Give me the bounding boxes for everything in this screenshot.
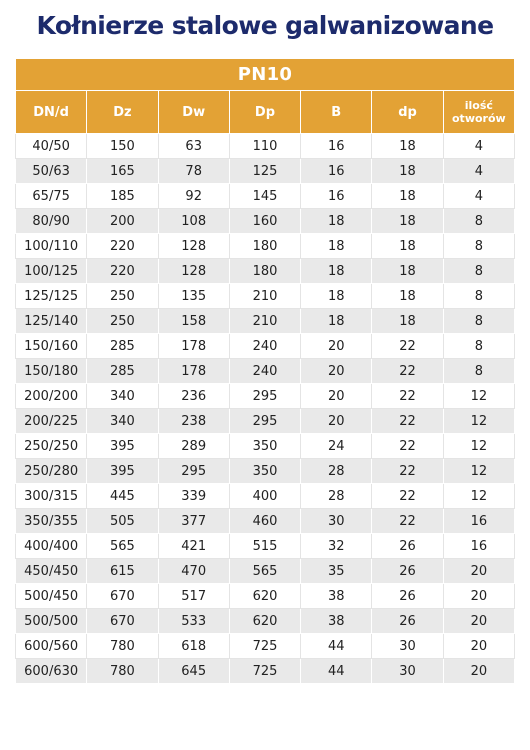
cell-holes: 8 (443, 234, 514, 259)
cell-holes: 20 (443, 634, 514, 659)
cell-dn: 250/280 (16, 459, 87, 484)
cell-dp-hole: 18 (372, 234, 443, 259)
table-row (16, 284, 515, 309)
cell-dn: 250/250 (16, 434, 87, 459)
cell-holes: 12 (443, 384, 514, 409)
cell-b: 44 (301, 634, 372, 659)
cell-dw: 135 (158, 284, 229, 309)
cell-dp-hole: 22 (372, 334, 443, 359)
cell-dz: 780 (87, 659, 158, 684)
cell-dp: 515 (229, 534, 300, 559)
cell-dp-hole: 18 (372, 259, 443, 284)
cell-dw: 63 (158, 134, 229, 159)
cell-dp-hole: 22 (372, 484, 443, 509)
cell-dz: 220 (87, 234, 158, 259)
cell-dw: 128 (158, 234, 229, 259)
cell-dp-hole: 30 (372, 659, 443, 684)
cell-dn: 100/110 (16, 234, 87, 259)
cell-dz: 285 (87, 359, 158, 384)
table-row (16, 234, 515, 259)
cell-dp: 180 (229, 259, 300, 284)
cell-dn: 65/75 (16, 184, 87, 209)
cell-holes: 12 (443, 434, 514, 459)
cell-holes: 20 (443, 659, 514, 684)
table-row (16, 409, 515, 434)
cell-dw: 339 (158, 484, 229, 509)
cell-dw: 178 (158, 359, 229, 384)
cell-dp: 210 (229, 309, 300, 334)
cell-b: 16 (301, 159, 372, 184)
table-row (16, 334, 515, 359)
cell-dp: 210 (229, 284, 300, 309)
column-header-b: B (301, 91, 372, 134)
cell-dz: 200 (87, 209, 158, 234)
cell-dw: 158 (158, 309, 229, 334)
cell-dp: 725 (229, 659, 300, 684)
cell-dp: 620 (229, 609, 300, 634)
cell-dp: 565 (229, 559, 300, 584)
cell-dw: 517 (158, 584, 229, 609)
table-body (16, 134, 515, 684)
cell-dw: 377 (158, 509, 229, 534)
cell-dn: 50/63 (16, 159, 87, 184)
table-row (16, 134, 515, 159)
cell-dn: 350/355 (16, 509, 87, 534)
cell-dp: 460 (229, 509, 300, 534)
table-row (16, 509, 515, 534)
cell-b: 18 (301, 259, 372, 284)
cell-dz: 340 (87, 384, 158, 409)
cell-dn: 40/50 (16, 134, 87, 159)
cell-b: 20 (301, 384, 372, 409)
cell-holes: 20 (443, 559, 514, 584)
cell-b: 20 (301, 409, 372, 434)
cell-dz: 340 (87, 409, 158, 434)
pressure-class-row (16, 59, 515, 91)
cell-b: 18 (301, 309, 372, 334)
table-row (16, 584, 515, 609)
cell-dz: 285 (87, 334, 158, 359)
table-row (16, 259, 515, 284)
table-row (16, 384, 515, 409)
column-header-holes (443, 91, 514, 134)
pressure-class-header: PN10 (16, 59, 515, 91)
cell-b: 16 (301, 184, 372, 209)
column-header-dn: DN/d (16, 91, 87, 134)
cell-dp-hole: 22 (372, 459, 443, 484)
column-header-dp-hole: dp (372, 91, 443, 134)
cell-holes: 20 (443, 584, 514, 609)
cell-b: 30 (301, 509, 372, 534)
cell-dp: 145 (229, 184, 300, 209)
cell-dz: 615 (87, 559, 158, 584)
cell-dp-hole: 30 (372, 634, 443, 659)
column-header-dp: Dp (229, 91, 300, 134)
cell-dp: 125 (229, 159, 300, 184)
cell-dz: 250 (87, 309, 158, 334)
cell-dz: 670 (87, 609, 158, 634)
cell-dp-hole: 18 (372, 309, 443, 334)
cell-dp: 180 (229, 234, 300, 259)
cell-dw: 128 (158, 259, 229, 284)
cell-dp: 160 (229, 209, 300, 234)
table-row (16, 459, 515, 484)
cell-dz: 505 (87, 509, 158, 534)
cell-dp-hole: 26 (372, 584, 443, 609)
cell-b: 28 (301, 459, 372, 484)
cell-dn: 450/450 (16, 559, 87, 584)
cell-dn: 100/125 (16, 259, 87, 284)
cell-dw: 236 (158, 384, 229, 409)
cell-dw: 108 (158, 209, 229, 234)
cell-dn: 600/560 (16, 634, 87, 659)
table-row (16, 184, 515, 209)
cell-dz: 445 (87, 484, 158, 509)
cell-dw: 78 (158, 159, 229, 184)
cell-dw: 238 (158, 409, 229, 434)
cell-dw: 618 (158, 634, 229, 659)
table-row (16, 209, 515, 234)
cell-dn: 200/200 (16, 384, 87, 409)
table-row (16, 659, 515, 684)
column-header-row (16, 91, 515, 134)
cell-dp-hole: 22 (372, 509, 443, 534)
cell-b: 16 (301, 134, 372, 159)
cell-dn: 125/125 (16, 284, 87, 309)
cell-b: 20 (301, 334, 372, 359)
cell-holes: 16 (443, 534, 514, 559)
cell-holes: 8 (443, 209, 514, 234)
cell-dz: 395 (87, 459, 158, 484)
cell-holes: 8 (443, 309, 514, 334)
cell-dp: 620 (229, 584, 300, 609)
cell-dp-hole: 22 (372, 384, 443, 409)
cell-dp-hole: 26 (372, 534, 443, 559)
cell-holes: 4 (443, 184, 514, 209)
cell-dz: 165 (87, 159, 158, 184)
cell-holes: 20 (443, 609, 514, 634)
cell-dn: 150/180 (16, 359, 87, 384)
cell-dn: 300/315 (16, 484, 87, 509)
cell-dz: 395 (87, 434, 158, 459)
cell-dp: 240 (229, 359, 300, 384)
table-row (16, 484, 515, 509)
cell-dp-hole: 18 (372, 209, 443, 234)
column-header-dz: Dz (87, 91, 158, 134)
cell-dp-hole: 26 (372, 609, 443, 634)
page-title: Kołnierze stalowe galwanizowane (36, 11, 494, 40)
cell-holes: 16 (443, 509, 514, 534)
cell-holes: 8 (443, 359, 514, 384)
cell-dw: 178 (158, 334, 229, 359)
cell-dn: 150/160 (16, 334, 87, 359)
table-row (16, 359, 515, 384)
table-row (16, 534, 515, 559)
cell-dp-hole: 22 (372, 359, 443, 384)
cell-dp: 240 (229, 334, 300, 359)
cell-b: 38 (301, 584, 372, 609)
cell-dn: 500/450 (16, 584, 87, 609)
table-row (16, 609, 515, 634)
cell-dp: 295 (229, 409, 300, 434)
cell-dz: 670 (87, 584, 158, 609)
cell-b: 18 (301, 284, 372, 309)
cell-dz: 185 (87, 184, 158, 209)
cell-dp-hole: 18 (372, 159, 443, 184)
cell-b: 38 (301, 609, 372, 634)
table-row (16, 309, 515, 334)
cell-b: 32 (301, 534, 372, 559)
cell-b: 28 (301, 484, 372, 509)
cell-holes: 12 (443, 459, 514, 484)
cell-dp-hole: 22 (372, 434, 443, 459)
column-header-holes-line1: ilość (464, 99, 493, 112)
cell-dz: 780 (87, 634, 158, 659)
table-row (16, 159, 515, 184)
cell-dp: 295 (229, 384, 300, 409)
table-row (16, 634, 515, 659)
cell-dn: 400/400 (16, 534, 87, 559)
cell-dn: 200/225 (16, 409, 87, 434)
cell-dp-hole: 18 (372, 284, 443, 309)
cell-dp-hole: 26 (372, 559, 443, 584)
cell-b: 24 (301, 434, 372, 459)
cell-b: 35 (301, 559, 372, 584)
cell-dw: 289 (158, 434, 229, 459)
table-row (16, 434, 515, 459)
cell-dp-hole: 22 (372, 409, 443, 434)
cell-dn: 80/90 (16, 209, 87, 234)
cell-dw: 295 (158, 459, 229, 484)
cell-b: 18 (301, 209, 372, 234)
cell-dp-hole: 18 (372, 184, 443, 209)
table-row (16, 559, 515, 584)
cell-b: 20 (301, 359, 372, 384)
cell-dz: 220 (87, 259, 158, 284)
cell-holes: 8 (443, 334, 514, 359)
cell-holes: 4 (443, 159, 514, 184)
cell-holes: 8 (443, 284, 514, 309)
cell-dp: 350 (229, 459, 300, 484)
cell-dp: 400 (229, 484, 300, 509)
column-header-dw: Dw (158, 91, 229, 134)
cell-dp: 110 (229, 134, 300, 159)
cell-dp: 350 (229, 434, 300, 459)
cell-dw: 92 (158, 184, 229, 209)
cell-dw: 470 (158, 559, 229, 584)
cell-holes: 12 (443, 409, 514, 434)
cell-dw: 533 (158, 609, 229, 634)
cell-dn: 125/140 (16, 309, 87, 334)
cell-dz: 565 (87, 534, 158, 559)
cell-holes: 4 (443, 134, 514, 159)
cell-dn: 600/630 (16, 659, 87, 684)
cell-dw: 421 (158, 534, 229, 559)
flange-spec-table (15, 58, 515, 684)
cell-holes: 12 (443, 484, 514, 509)
cell-dp: 725 (229, 634, 300, 659)
column-header-holes-line2: otworów (452, 112, 506, 125)
cell-dz: 150 (87, 134, 158, 159)
cell-dn: 500/500 (16, 609, 87, 634)
cell-b: 44 (301, 659, 372, 684)
cell-dz: 250 (87, 284, 158, 309)
cell-b: 18 (301, 234, 372, 259)
cell-holes: 8 (443, 259, 514, 284)
cell-dp-hole: 18 (372, 134, 443, 159)
cell-dw: 645 (158, 659, 229, 684)
